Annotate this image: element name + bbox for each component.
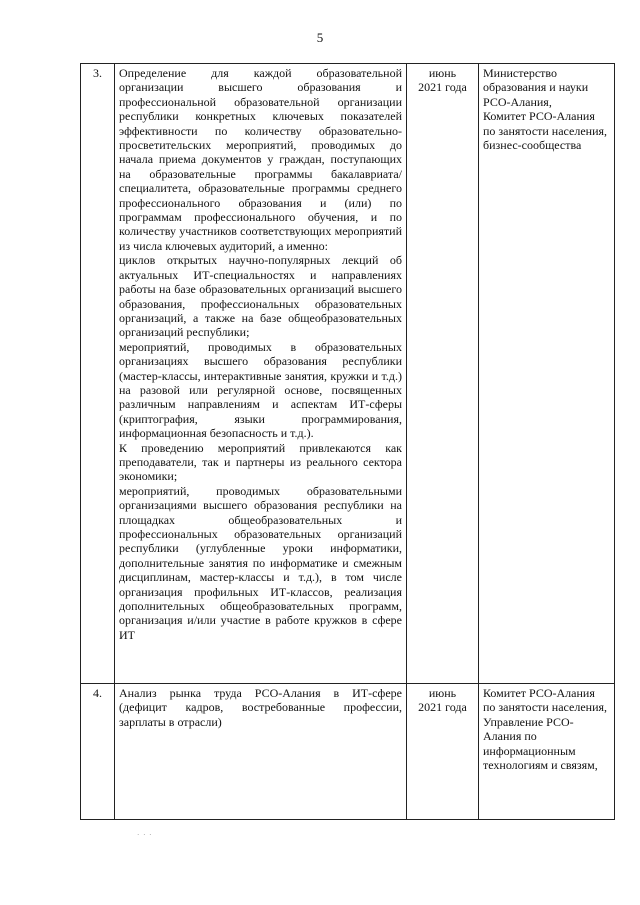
responsible-entity: Министерство образования и науки РСО-Алания, <box>483 66 589 109</box>
table-row <box>81 64 615 684</box>
scan-artifact: · · · <box>137 831 153 839</box>
activity-paragraph: циклов открытых научно-популярных лекций об актуальных ИТ-специальностях и направлениях работы на базе образовательных организаций высшего образования, профессиональных образовательных организаций, а также на базе общеобразовательных организаций республики; <box>119 253 402 340</box>
activity-cell <box>115 684 407 820</box>
deadline-month: июнь <box>428 686 457 700</box>
deadline-cell <box>407 64 479 684</box>
activity-paragraph: К проведению мероприятий привлекаются как преподаватели, так и партнеры из реального сектора экономики; <box>119 440 402 484</box>
responsible-entity: Управление РСО-Алания по информационным технологиям и связям, <box>483 714 598 773</box>
plan-table <box>80 63 615 820</box>
deadline-cell <box>407 684 479 820</box>
responsible-entity: бизнес-сообщества <box>483 138 582 153</box>
activity-paragraph: Анализ рынка труда РСО-Алания в ИТ-сфере (дефицит кадров, востребованные профессии, зарплаты в отрасли) <box>119 686 402 729</box>
responsible-cell <box>479 64 615 684</box>
page-number: 5 <box>316 30 324 45</box>
responsible-entity: Комитет РСО-Алания по занятости населения, <box>483 686 608 715</box>
deadline-year: 2021 года <box>418 80 467 95</box>
activity-cell <box>115 64 407 684</box>
row-number: 4. <box>81 684 115 820</box>
activity-paragraph: Определение для каждой образовательной организации высшего образования и профессиональной образовательной организации республики конкретных ключевых показателей эффективности по количеству образовательно-просветительских мероприятий, проводимых до начала приема документов у граждан, поступающих на образовательные программы бакалавриата/специалитета, образовательные программы среднего профессионального образования и (или) по программам профессионального обучения, и по количеству участников соответствующих мероприятий из числа ключевых аудиторий, а именно: <box>119 66 402 253</box>
responsible-entity: Комитет РСО-Алания по занятости населения, <box>483 109 608 138</box>
row-number: 3. <box>81 64 115 684</box>
activity-paragraph: мероприятий, проводимых образовательными организациями высшего образования республики на площадках общеобразовательных и профессиональных образовательных организаций республики (углубленные уроки информатики, дополнительные занятия по информатике и смежным дисциплинам, мастер-классы и т.д.), в том числе организация профильных ИТ-классов, реализация дополнительных общеобразовательных программ, организация и/или участие в работе кружков в сфере ИТ <box>119 483 402 642</box>
deadline-month: июнь <box>428 66 457 80</box>
responsible-cell <box>479 684 615 820</box>
table-row <box>81 684 615 820</box>
activity-paragraph: мероприятий, проводимых в образовательных организациях высшего образования республики (мастер-классы, интерактивные занятия, кружки и т.д.) на разовой или регулярной основе, посвященных различным направлениям и аспектам ИТ-сферы (криптография, языки программирования, информационная безопасность и т.д.). <box>119 339 402 441</box>
deadline-year: 2021 года <box>418 700 467 715</box>
